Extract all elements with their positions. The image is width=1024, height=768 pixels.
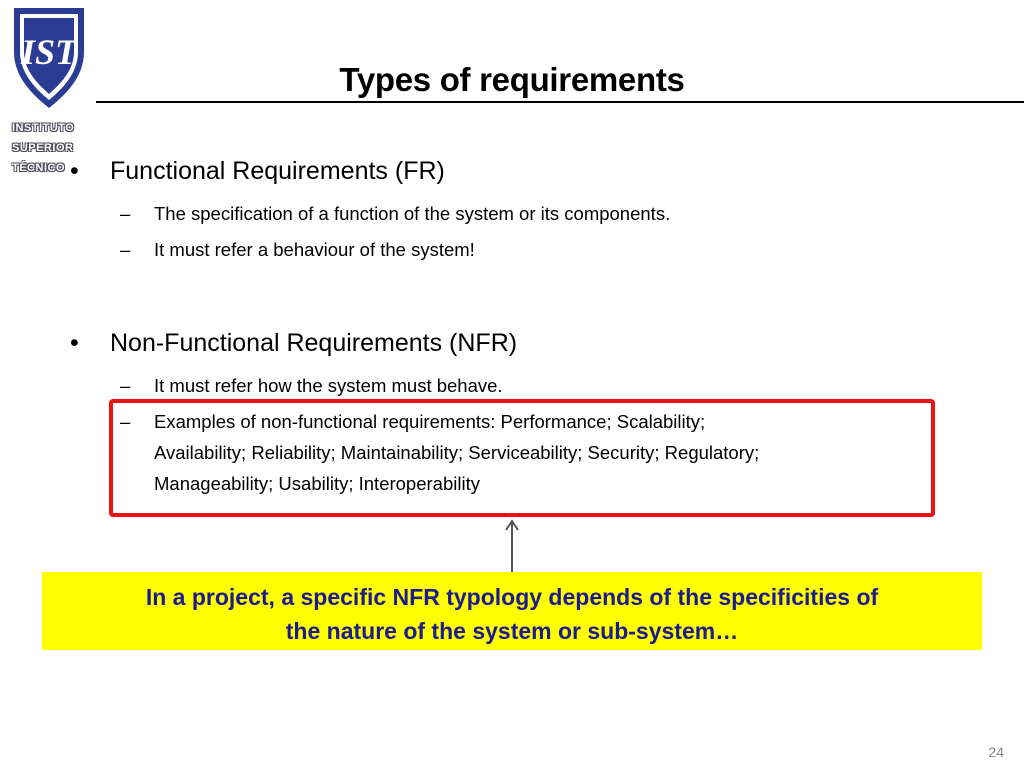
logo-line-2: SUPERIOR [12,142,74,154]
sub-bullet-text: It must refer a behaviour of the system! [154,239,475,260]
bullet-marker: • [70,157,79,185]
logo-mark: IST [20,32,78,72]
up-arrow-icon [503,518,521,574]
logo-line-3: TÉCNICO [12,162,65,174]
nfr-examples-highlight-box [109,399,935,517]
sub-bullet-marker: – [120,203,131,224]
sub-bullet-marker: – [120,375,131,396]
nfr-examples-line-2: Availability; Reliability; Maintainability; Serviceability; Security; Regulatory; [154,442,760,463]
callout-line-2: the nature of the system or sub-system… [285,618,739,644]
sub-bullet-text: The specification of a function of the system or its components. [154,203,671,224]
sub-bullet-fr-specification [120,198,670,229]
bullet-text: Functional Requirements (FR) [110,157,445,185]
slide-title: Types of requirements [339,61,685,98]
nfr-examples-line-3: Manageability; Usability; Interoperability [154,473,480,494]
bullet-marker: • [70,329,79,357]
nfr-examples-line-1: Examples of non-functional requirements: Performance; Scalability; [154,411,706,432]
sub-bullet-nfr-behave [120,370,503,401]
logo-line-1: INSTITUTO [12,122,75,134]
sub-bullet-fr-behaviour [120,234,475,265]
bullet-non-functional-requirements [70,326,517,360]
nfr-callout-box [42,572,982,650]
bullet-text: Non-Functional Requirements (NFR) [110,329,518,357]
callout-line-1: In a project, a specific NFR typology depends of the specificities of [145,584,879,610]
sub-bullet-marker: – [120,239,131,260]
sub-bullet-text: It must refer how the system must behave. [154,375,503,396]
page-number: 24 [988,744,1004,760]
bullet-functional-requirements [70,154,445,188]
sub-bullet-marker: – [120,411,131,432]
